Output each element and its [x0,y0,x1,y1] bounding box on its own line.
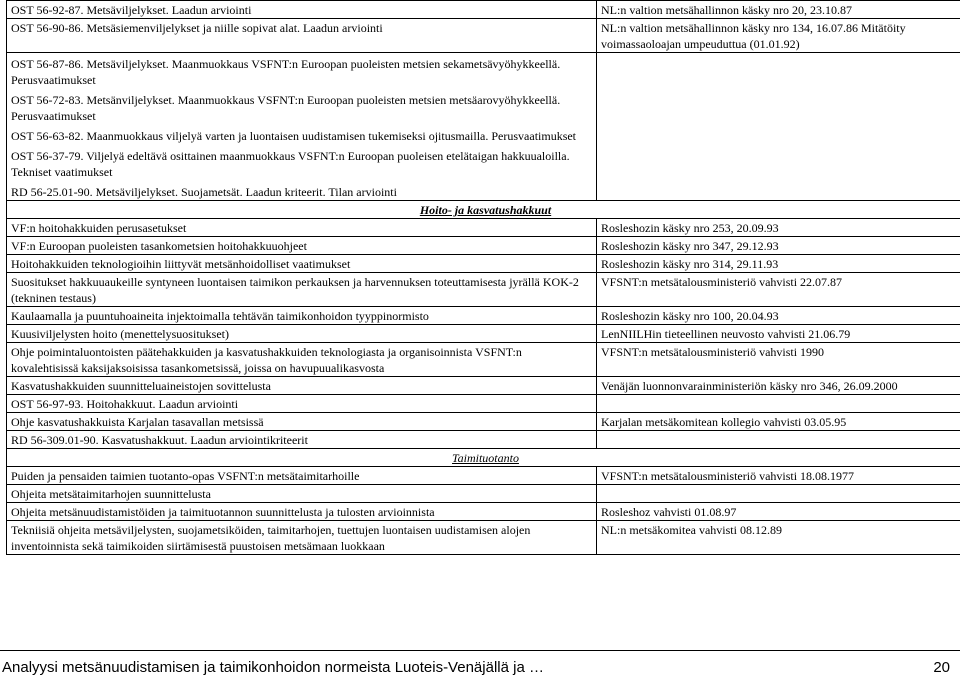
table-row [7,395,960,413]
section-row [7,449,960,467]
approval-info: Karjalan metsäkomitean kollegio vahvisti 03.05.95 [597,413,960,431]
approval-info: LenNIILHin tieteellinen neuvosto vahvisti 21.06.79 [597,325,960,343]
ost-empty-cell [597,53,960,201]
table-row [7,431,960,449]
approval-info: NL:n valtion metsähallinnon käsky nro 134, 16.07.86 Mitätöity voimassaoloajan umpeuduttua (01.01.92) [597,19,960,53]
regulation-title: Kuusiviljelysten hoito (menettelysuositukset) [7,325,597,343]
ost-item: OST 56-63-82. Maanmuokkaus viljelyä varten ja luontaisen uudistamisen tukemiseksi ojitusmailla. Perusvaatimukset [11,129,577,143]
regulation-title: OST 56-92-87. Metsäviljelykset. Laadun arviointi [7,1,597,19]
regulation-title: Ohje poimintaluontoisten päätehakkuiden ja kasvatushakkuiden teknologiasta ja organisoinnista VSFNT:n kovalehtisissä kaksijaksoisissa tasankometsissä, joissa on havupuualikasvosta [7,343,597,377]
table-row [7,467,960,485]
table-row [7,19,960,53]
regulation-title: VF:n Euroopan puoleisten tasankometsien hoitohakkuuohjeet [7,237,597,255]
table-row [7,237,960,255]
ost-item: RD 56-25.01-90. Metsäviljelykset. Suojametsät. Laadun kriteerit. Tilan arviointi [11,185,397,199]
page-number: 20 [933,659,950,676]
ost-item: OST 56-72-83. Metsänviljelykset. Maanmuokkaus VSFNT:n Euroopan puoleisten metsien metsäarovyöhykkeellä. Perusvaatimukset [11,93,561,123]
approval-info: NL:n metsäkomitea vahvisti 08.12.89 [597,521,960,555]
table-row [7,255,960,273]
footer-title: Analyysi metsänuudistamisen ja taimikonhoidon normeista Luoteis-Venäjällä ja … [2,659,544,676]
table-row [7,485,960,503]
regulation-title: Ohje kasvatushakkuista Karjalan tasavallan metsissä [7,413,597,431]
section-heading-hoito [7,201,960,219]
ost-item: OST 56-37-79. Viljelyä edeltävä osittainen maanmuokkaus VSFNT:n Euroopan puoleisen etelätaigan hakkuualoilla. Tekniset vaatimukset [11,149,570,179]
section-heading-taimituotanto-label: Taimituotanto [452,451,519,465]
table-row [7,343,960,377]
approval-info: Rosleshoz vahvisti 01.08.97 [597,503,960,521]
table-row [7,325,960,343]
approval-info: VFSNT:n metsätalousministeriö vahvisti 22.07.87 [597,273,960,307]
regulation-title: VF:n hoitohakkuiden perusasetukset [7,219,597,237]
approval-info: VFSNT:n metsätalousministeriö vahvisti 1990 [597,343,960,377]
section-row [7,201,960,219]
ost-list-cell [7,53,597,201]
section-heading-taimituotanto [7,449,960,467]
table-row [7,307,960,325]
regulation-title: Hoitohakkuiden teknologioihin liittyvät metsänhoidolliset vaatimukset [7,255,597,273]
regulation-title: OST 56-90-86. Metsäsiemenviljelykset ja niille sopivat alat. Laadun arviointi [7,19,597,53]
ost-block-row [7,53,960,201]
page-footer [0,650,960,679]
approval-info: NL:n valtion metsähallinnon käsky nro 20, 23.10.87 [597,1,960,19]
regulation-title: Ohjeita metsänuudistamistöiden ja taimituotannon suunnittelusta ja tulosten arvioinnista [7,503,597,521]
approval-info [597,431,960,449]
regulations-table [6,0,960,555]
regulation-title: RD 56-309.01-90. Kasvatushakkuut. Laadun arviointikriteerit [7,431,597,449]
table-row [7,521,960,555]
table-row [7,377,960,395]
table-row [7,1,960,19]
approval-info: VFSNT:n metsätalousministeriö vahvisti 18.08.1977 [597,467,960,485]
table-row [7,273,960,307]
table-row [7,219,960,237]
regulation-title: Kaulaamalla ja puuntuhoaineita injektoimalla tehtävän taimikonhoidon tyyppinormisto [7,307,597,325]
regulation-title: Ohjeita metsätaimitarhojen suunnittelusta [7,485,597,503]
regulation-title: Puiden ja pensaiden taimien tuotanto-opas VSFNT:n metsätaimitarhoille [7,467,597,485]
approval-info: Venäjän luonnonvarainministeriön käsky nro 346, 26.09.2000 [597,377,960,395]
regulation-title: OST 56-97-93. Hoitohakkuut. Laadun arviointi [7,395,597,413]
approval-info: Rosleshozin käsky nro 314, 29.11.93 [597,255,960,273]
footer-rule [0,650,960,651]
approval-info [597,395,960,413]
regulation-title: Suositukset hakkuuaukeille syntyneen luontaisen taimikon perkauksen ja harvennuksen toteuttamisesta jyrällä KOK-2 (tekninen testaus) [7,273,597,307]
table-row [7,503,960,521]
section-heading-hoito-label: Hoito- ja kasvatushakkuut [419,203,552,217]
table-row [7,413,960,431]
approval-info: Rosleshozin käsky nro 100, 20.04.93 [597,307,960,325]
regulation-title: Tekniisiä ohjeita metsäviljelysten, suojametsiköiden, taimitarhojen, tuettujen luontaisen uudistamisen alojen inventoinnista sekä taimikoiden siirtämisestä puustoisen metsämaan luokkaan [7,521,597,555]
approval-info [597,485,960,503]
approval-info: Rosleshozin käsky nro 347, 29.12.93 [597,237,960,255]
ost-item: OST 56-87-86. Metsäviljelykset. Maanmuokkaus VSFNT:n Euroopan puoleisten metsien sekametsävyöhykkeellä. Perusvaatimukset [11,57,561,87]
approval-info: Rosleshozin käsky nro 253, 20.09.93 [597,219,960,237]
regulation-title: Kasvatushakkuiden suunnitteluaineistojen sovittelusta [7,377,597,395]
